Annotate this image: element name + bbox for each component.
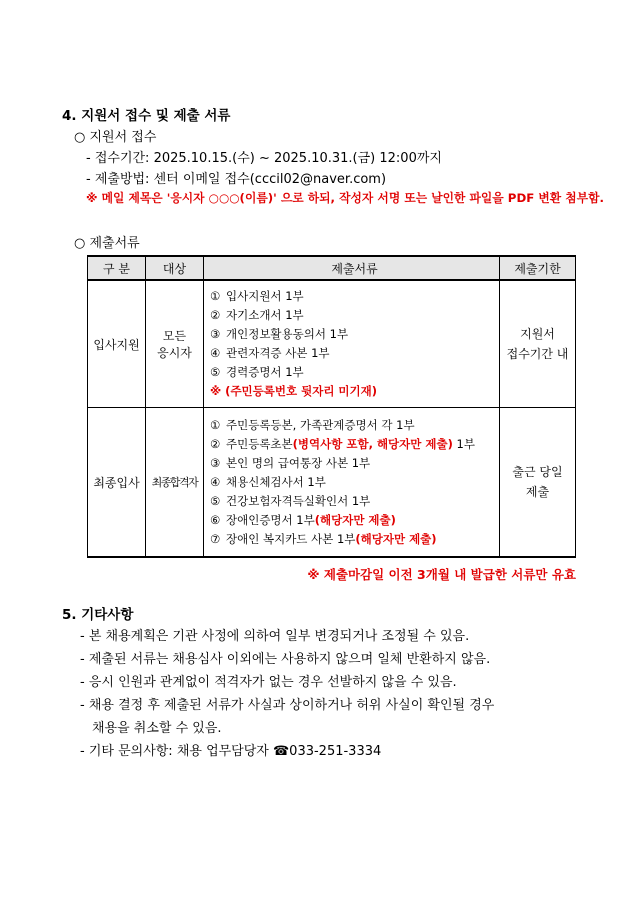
section-5-title: 5. 기타사항	[62, 607, 134, 623]
row1-deadline: 지원서 접수기간 내	[500, 280, 576, 408]
row1-target	[146, 280, 204, 408]
section-4-title: 4. 지원서 접수 및 제출 서류	[62, 108, 231, 124]
notice-item-1: - 본 채용계획은 기관 사정에 의하여 일부 변경되거나 조정될 수 있음.	[80, 629, 470, 644]
table-row	[88, 408, 576, 558]
notice-item-2: - 제출된 서류는 채용심사 이외에는 사용하지 않으며 일체 반환하지 않음.	[80, 652, 491, 667]
list-item: ⑦ 장애인 복지카드 사본 1부(해당자만 제출)	[210, 531, 437, 546]
list-item: ① 주민등록등본, 가족관계증명서 각 1부	[210, 417, 415, 432]
list-item: ② 자기소개서 1부	[210, 308, 304, 322]
row2-target: 최종합격자	[146, 408, 204, 558]
submission-method: - 제출방법: 센터 이메일 접수(cccil02@naver.com)	[86, 172, 387, 187]
row2-documents	[204, 408, 500, 558]
list-item: ⑥ 장애인증명서 1부(해당자만 제출)	[210, 512, 396, 527]
row1-documents	[204, 280, 500, 408]
row1-note: ※ (주민등록번호 뒷자리 미기재)	[210, 384, 378, 398]
table-footnote: ※ 제출마감일 이전 3개월 내 발급한 서류만 유효	[307, 567, 576, 582]
row1-target-line1: 모든	[162, 329, 187, 343]
list-item: ④ 관련자격증 사본 1부	[210, 346, 330, 360]
row2-deadline: 출근 당일 제출	[500, 408, 576, 558]
subheading-documents: ○ 제출서류	[74, 236, 140, 251]
table-header-row	[88, 256, 576, 280]
list-item: ⑤ 경력증명서 1부	[210, 365, 304, 379]
row1-target-line2: 응시자	[157, 346, 192, 360]
table-row	[88, 280, 576, 408]
header-target: 대상	[146, 256, 204, 280]
notice-item-4-cont: 채용을 취소할 수 있음.	[92, 721, 222, 736]
subheading-application: ○ 지원서 접수	[74, 130, 157, 145]
header-documents: 제출서류	[204, 256, 500, 280]
list-item: ④ 채용신체검사서 1부	[210, 474, 326, 489]
documents-table	[87, 255, 576, 558]
notice-item-5-contact: - 기타 문의사항: 채용 업무담당자 ☎033-251-3334	[80, 744, 382, 759]
row1-category: 입사지원	[88, 280, 146, 408]
list-item: ① 입사지원서 1부	[210, 289, 304, 303]
list-item: ⑤ 건강보험자격득실확인서 1부	[210, 493, 371, 508]
header-deadline: 제출기한	[500, 256, 576, 280]
list-item: ③ 개인정보활용동의서 1부	[210, 327, 349, 341]
list-item: ② 주민등록초본(병역사항 포함, 해당자만 제출) 1부	[210, 436, 475, 451]
notice-item-3: - 응시 인원과 관계없이 적격자가 없는 경우 선발하지 않을 수 있음.	[80, 675, 457, 690]
application-period: - 접수기간: 2025.10.15.(수) ~ 2025.10.31.(금) 12:00까지	[86, 151, 442, 166]
list-item: ③ 본인 명의 급여통장 사본 1부	[210, 455, 371, 470]
email-title-note: ※ 메일 제목은 '응시자 ○○○(이름)' 으로 하되, 작성자 서명 또는 날인한 파일을 PDF 변환 첨부함.	[86, 191, 604, 205]
header-category: 구 분	[88, 256, 146, 280]
row2-category: 최종입사	[88, 408, 146, 558]
notice-item-4: - 채용 결정 후 제출된 서류가 사실과 상이하거나 허위 사실이 확인될 경우	[80, 698, 495, 713]
